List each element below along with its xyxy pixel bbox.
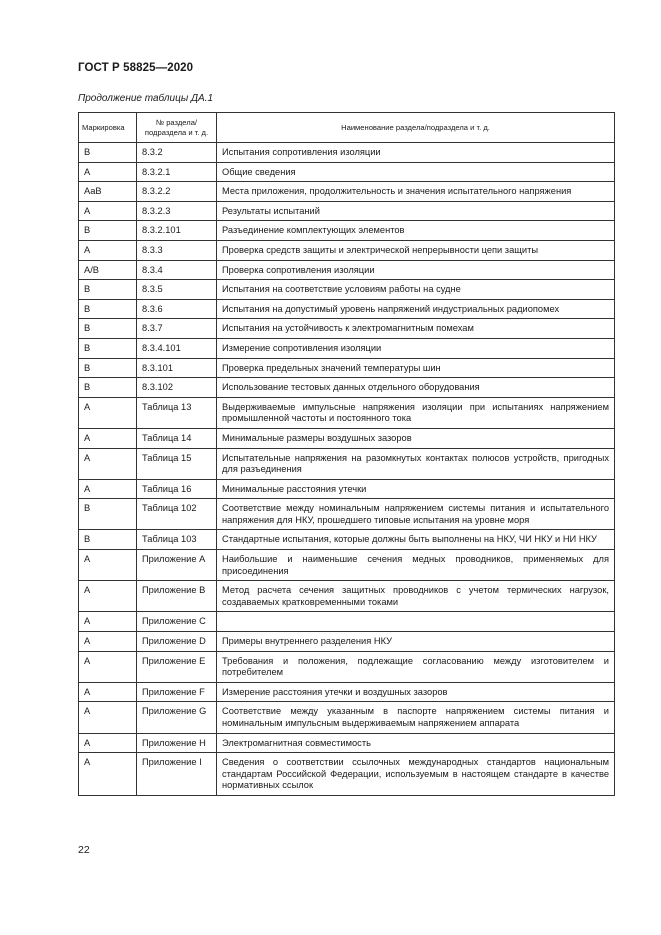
marking-cell: A <box>79 397 137 428</box>
section-name-cell: Разъединение комплектующих элементов <box>217 221 615 241</box>
section-name-cell: Требования и положения, подлежащие согласованию между изготовителем и потребителем <box>217 651 615 682</box>
section-number-cell: 8.3.4 <box>137 260 217 280</box>
section-number-cell: 8.3.6 <box>137 299 217 319</box>
section-number-cell: Приложение H <box>137 733 217 753</box>
table-row <box>79 358 615 378</box>
marking-cell: B <box>79 143 137 163</box>
section-name-cell: Сведения о соответствии ссылочных международных стандартов национальным стандартам Российской Федерации, используемым в настоящем стандарте в качестве нормативных ссылок <box>217 753 615 796</box>
section-name-cell: Измерение сопротивления изоляции <box>217 338 615 358</box>
marking-cell: A <box>79 612 137 632</box>
page-number: 22 <box>78 844 90 856</box>
marking-cell: B <box>79 378 137 398</box>
section-number-cell: 8.3.101 <box>137 358 217 378</box>
marking-cell: A <box>79 651 137 682</box>
section-name-cell: Проверка предельных значений температуры шин <box>217 358 615 378</box>
table-row <box>79 319 615 339</box>
section-number-cell: Таблица 103 <box>137 530 217 550</box>
table-row <box>79 240 615 260</box>
section-number-cell: Таблица 102 <box>137 499 217 530</box>
table-row <box>79 550 615 581</box>
section-number-cell: Таблица 13 <box>137 397 217 428</box>
marking-cell: A <box>79 448 137 479</box>
marking-cell: A <box>79 632 137 652</box>
table-row <box>79 162 615 182</box>
section-number-cell: Приложение G <box>137 702 217 733</box>
section-name-cell: Использование тестовых данных отдельного оборудования <box>217 378 615 398</box>
column-header-section-number: № раздела/ подраздела и т. д. <box>137 113 217 143</box>
marking-cell: A <box>79 240 137 260</box>
marking-cell: AaB <box>79 182 137 202</box>
table-row <box>79 338 615 358</box>
document-header: ГОСТ Р 58825—2020 <box>78 62 194 74</box>
section-name-cell <box>217 612 615 632</box>
section-number-cell: Приложение E <box>137 651 217 682</box>
section-name-cell: Испытания на соответствие условиям работы на судне <box>217 280 615 300</box>
section-number-cell: Таблица 14 <box>137 428 217 448</box>
section-number-cell: Приложение A <box>137 550 217 581</box>
section-name-cell: Метод расчета сечения защитных проводников с учетом термических нагрузок, создаваемых кратковременными токами <box>217 581 615 612</box>
section-name-cell: Электромагнитная совместимость <box>217 733 615 753</box>
section-name-cell: Измерение расстояния утечки и воздушных зазоров <box>217 682 615 702</box>
marking-cell: B <box>79 358 137 378</box>
section-name-cell: Места приложения, продолжительность и значения испытательного напряжения <box>217 182 615 202</box>
table-row <box>79 378 615 398</box>
section-name-cell: Соответствие между указанным в паспорте напряжением системы питания и номинальным импульсным выдерживаемым напряжением аппарата <box>217 702 615 733</box>
column-header-marking: Маркировка <box>79 113 137 143</box>
marking-cell: A/B <box>79 260 137 280</box>
table-row <box>79 479 615 499</box>
section-name-cell: Минимальные размеры воздушных зазоров <box>217 428 615 448</box>
table-row <box>79 632 615 652</box>
table-row <box>79 221 615 241</box>
section-name-cell: Испытательные напряжения на разомкнутых контактах полюсов устройств, пригодных для разъединения <box>217 448 615 479</box>
section-number-cell: Таблица 15 <box>137 448 217 479</box>
table-row <box>79 651 615 682</box>
table-row <box>79 581 615 612</box>
section-number-cell: 8.3.2.2 <box>137 182 217 202</box>
table-row <box>79 280 615 300</box>
table-row <box>79 143 615 163</box>
section-name-cell: Выдерживаемые импульсные напряжения изоляции при испытаниях напряжением промышленной частоты и постоянного тока <box>217 397 615 428</box>
section-number-cell: Приложение D <box>137 632 217 652</box>
table-row <box>79 530 615 550</box>
marking-cell: B <box>79 280 137 300</box>
marking-cell: B <box>79 338 137 358</box>
marking-cell: A <box>79 682 137 702</box>
section-number-cell: 8.3.4.101 <box>137 338 217 358</box>
marking-cell: A <box>79 428 137 448</box>
table-row <box>79 448 615 479</box>
table-row <box>79 612 615 632</box>
section-name-cell: Испытания на устойчивость к электромагнитным помехам <box>217 319 615 339</box>
section-number-cell: 8.3.2.101 <box>137 221 217 241</box>
section-name-cell: Примеры внутреннего разделения НКУ <box>217 632 615 652</box>
section-number-cell: 8.3.2.3 <box>137 201 217 221</box>
section-name-cell: Минимальные расстояния утечки <box>217 479 615 499</box>
section-name-cell: Общие сведения <box>217 162 615 182</box>
section-name-cell: Испытания на допустимый уровень напряжений индустриальных радиопомех <box>217 299 615 319</box>
table-row <box>79 397 615 428</box>
section-name-cell: Испытания сопротивления изоляции <box>217 143 615 163</box>
table-row <box>79 753 615 796</box>
marking-cell: A <box>79 581 137 612</box>
table-caption: Продолжение таблицы ДА.1 <box>78 93 214 104</box>
table-row <box>79 299 615 319</box>
marking-cell: A <box>79 162 137 182</box>
table-header-row <box>79 113 615 143</box>
marking-cell: B <box>79 499 137 530</box>
marking-cell: A <box>79 702 137 733</box>
marking-cell: A <box>79 479 137 499</box>
section-number-cell: 8.3.102 <box>137 378 217 398</box>
section-name-cell: Проверка средств защиты и электрической непрерывности цепи защиты <box>217 240 615 260</box>
section-number-cell: Таблица 16 <box>137 479 217 499</box>
marking-cell: B <box>79 530 137 550</box>
marking-cell: A <box>79 201 137 221</box>
section-name-cell: Результаты испытаний <box>217 201 615 221</box>
section-number-cell: 8.3.2 <box>137 143 217 163</box>
section-number-cell: 8.3.5 <box>137 280 217 300</box>
table-row <box>79 733 615 753</box>
table-row <box>79 260 615 280</box>
section-number-cell: Приложение I <box>137 753 217 796</box>
designation-table <box>78 112 615 796</box>
marking-cell: B <box>79 299 137 319</box>
marking-cell: A <box>79 733 137 753</box>
marking-cell: A <box>79 550 137 581</box>
section-number-cell: 8.3.7 <box>137 319 217 339</box>
table-row <box>79 182 615 202</box>
table-row <box>79 682 615 702</box>
marking-cell: A <box>79 753 137 796</box>
section-number-cell: 8.3.3 <box>137 240 217 260</box>
marking-cell: B <box>79 319 137 339</box>
section-name-cell: Проверка сопротивления изоляции <box>217 260 615 280</box>
section-number-cell: 8.3.2.1 <box>137 162 217 182</box>
table-row <box>79 702 615 733</box>
section-name-cell: Наибольшие и наименьшие сечения медных проводников, применяемых для присоединения <box>217 550 615 581</box>
section-number-cell: Приложение C <box>137 612 217 632</box>
column-header-section-name: Наименование раздела/подраздела и т. д. <box>217 113 615 143</box>
table-row <box>79 499 615 530</box>
section-name-cell: Стандартные испытания, которые должны быть выполнены на НКУ, ЧИ НКУ и НИ НКУ <box>217 530 615 550</box>
section-number-cell: Приложение B <box>137 581 217 612</box>
table-row <box>79 428 615 448</box>
section-number-cell: Приложение F <box>137 682 217 702</box>
section-name-cell: Соответствие между номинальным напряжением системы питания и испытательного напряжения для НКУ, прошедшего типовые испытания на уровне моря <box>217 499 615 530</box>
marking-cell: B <box>79 221 137 241</box>
table-row <box>79 201 615 221</box>
